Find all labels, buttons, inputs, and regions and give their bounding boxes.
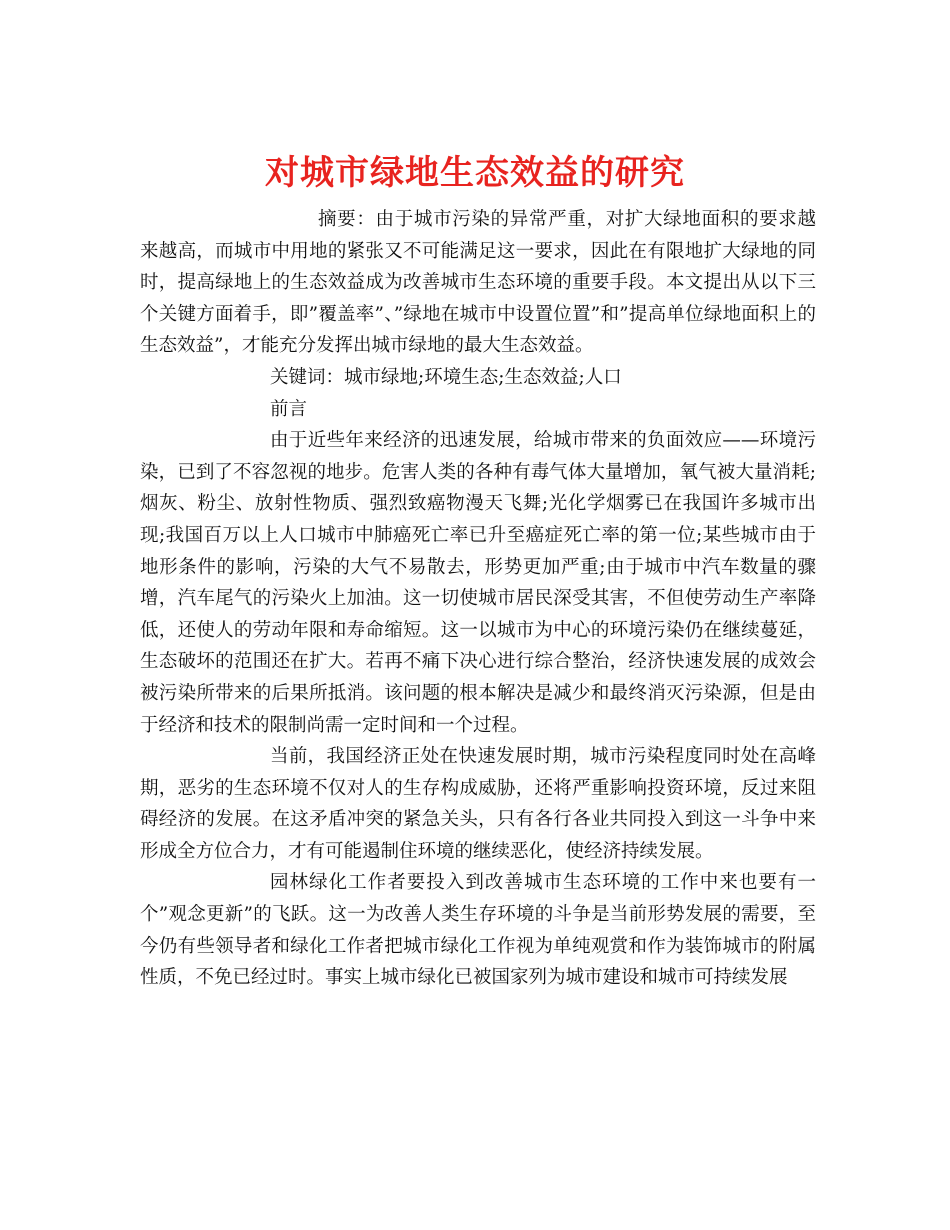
preface-heading: 前言: [270, 398, 308, 420]
document-body: [140, 204, 816, 994]
abstract-paragraph: 摘要：由于城市污染的异常严重，对扩大绿地面积的要求越来越高，而城市中用地的紧张又不可能满足这一要求，因此在有限地扩大绿地的同时，提高绿地上的生态效益成为改善城市生态环境的重要手段。本文提出从以下三个关键方面着手，即”覆盖率”、”绿地在城市中设置位置”和”提高单位绿地面积上的生态效益”，才能充分发挥出城市绿地的最大生态效益。: [140, 209, 816, 357]
body-paragraph-1: 由于近些年来经济的迅速发展，给城市带来的负面效应——环境污染，已到了不容忽视的地步。危害人类的各种有毒气体大量增加，氧气被大量消耗;烟灰、粉尘、放射性物质、强烈致癌物漫天飞舞;光化学烟雾已在我国许多城市出现;我国百万以上人口城市中肺癌死亡率已升至癌症死亡率的第一位;某些城市由于地形条件的影响，污染的大气不易散去，形势更加严重;由于城市中汽车数量的骤增，汽车尾气的污染火上加油。这一切使城市居民深受其害，不但使劳动生产率降低，还使人的劳动年限和寿命缩短。这一以城市为中心的环境污染仍在继续蔓延，生态破坏的范围还在扩大。若再不痛下决心进行综合整治，经济快速发展的成效会被污染所带来的后果所抵消。该问题的根本解决是减少和最终消灭污染源，但是由于经济和技术的限制尚需一定时间和一个过程。: [140, 430, 816, 736]
body-paragraph-2: 当前，我国经济正处在快速发展时期，城市污染程度同时处在高峰期，恶劣的生态环境不仅对人的生存构成威胁，还将严重影响投资环境，反过来阻碍经济的发展。在这矛盾冲突的紧急关头，只有各行各业共同投入到这一斗争中来形成全方位合力，才有可能遏制住环境的继续恶化，使经济持续发展。: [140, 746, 816, 862]
keywords-line: 关键词：城市绿地;环境生态;生态效益;人口: [270, 366, 622, 388]
document-title: 对城市绿地生态效益的研究: [265, 152, 685, 193]
body-paragraph-3: 园林绿化工作者要投入到改善城市生态环境的工作中来也要有一个”观念更新”的飞跃。这一为改善人类生存环境的斗争是当前形势发展的需要，至今仍有些领导者和绿化工作者把城市绿化工作视为单纯观赏和作为装饰城市的附属性质，不免已经过时。事实上城市绿化已被国家列为城市建设和城市可持续发展: [140, 872, 816, 989]
